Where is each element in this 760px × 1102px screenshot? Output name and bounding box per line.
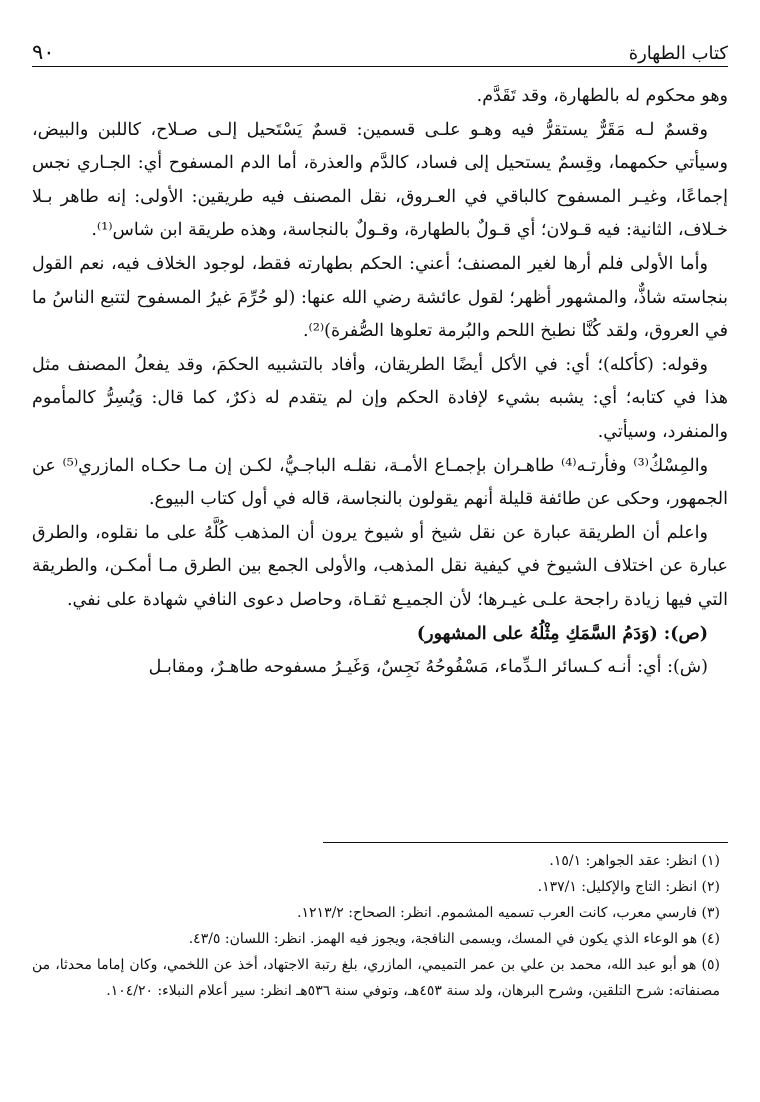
main-text bbox=[32, 80, 728, 685]
paragraph: واعلم أن الطريقة عبارة عن نقل شيخ أو شيوخ يرون أن المذهب كُلَّهُ على ما نقلوه، والطرق عبارة عن اختلاف الشيوخ في كيفية نقل المذهب، والأولى الجمع بين الطرق مـا أمكـن، والطريقة التي فيها زيادة راجحة علـى غيـرها؛ لأن الجميـع ثقـاة، وحاصل دعوى النافي شهادة على نفي. bbox=[32, 522, 728, 610]
matn-quote: (ص): (وَدَمُ السَّمَكِ مِثْلُهُ على المشهور) bbox=[416, 623, 708, 644]
footnote-divider bbox=[323, 842, 728, 843]
footnote: (٥) هو أبو عبد الله، محمد بن علي بن عمر التميمي، المازري، بلغ رتبة الاجتهاد، أخذ عن اللخمي، وكان إماما محدثا، من مصنفاته: شرح التلقين، وشرح البرهان، ولد سنة ٤٥٣هـ، وتوفي سنة ٥٣٦هـ انظر: سير أعلام النبلاء: ١٠٤/٢٠. bbox=[32, 957, 720, 999]
footnote: (٢) انظر: التاج والإكليل: ١٣٧/١. bbox=[537, 879, 720, 895]
header-divider bbox=[32, 66, 728, 67]
paragraph: والمِسْكُ⁽³⁾ وفأرتـه⁽⁴⁾ طاهـران بإجمـاع الأمـة، نقلـه الباجـيُّ، لكـن إن مـا حكـاه المازري⁽⁵⁾ عن الجمهور، وحكى عن طائفة قليلة أنهم يقولون بالنجاسة، قاله في أول كتاب البيوع. bbox=[32, 455, 728, 510]
paragraph: وقوله: (كأكله)؛ أي: في الأكل أيضًا الطريقان، وأفاد بالتشبيه الحكمَ، وقد يفعلُ المصنف مثل هذا في كتابه؛ أي: يشبه بشيء لإفادة الحكم وإن لم يتقدم له ذكرٌ، كما قال: وَيُسِرُّ كالمأموم والمنفرد، وسيأتي. bbox=[32, 354, 728, 442]
paragraph: وقسمٌ لـه مَقَرٌّ يستقرُّ فيه وهـو علـى قسمين: قسمٌ يَسْتَحيل إلـى صـلاح، كاللبن والبيض، وسيأتي حكمهما، وقِسمٌ يستحيل إلى فساد، كالدَّم والعذرة، أما الدم المسفوح أي: الجـاري نجس إجماعًا، وغيـر المسفوح كالباقي في العـروق، نقل المصنف فيه طريقين: الأولى: إنه طاهر بـلا خـلاف، الثانية: فيه قـولان؛ أي قـولٌ بالطهارة، وقـولٌ بالنجاسة، وهذه طريقة ابن شاس⁽¹⁾. bbox=[32, 119, 728, 241]
sharh-paragraph: (ش): أي: أنـه كـسائر الـدِّماء، مَسْفُوحُهُ نَجِسٌ، وَغَيـرُ مسفوحه طاهـرٌ، ومقابـل bbox=[148, 657, 708, 678]
running-header bbox=[32, 36, 728, 64]
paragraph: وأما الأولى فلم أرها لغير المصنف؛ أعني: الحكم بطهارته فقط، لوجود الخلاف فيه، نعم القول بنجاسته شاذٌّ، والمشهور أظهر؛ لقول عائشة رضي الله عنها: (لو حُرِّمَ غيرُ المسفوح لتتبع الناسُ ما في العروق، ولقد كُنَّا نطبخ اللحم والبُرمة تعلوها الصُّفرة)⁽²⁾. bbox=[32, 253, 728, 342]
page-number: ٩٠ bbox=[32, 40, 55, 64]
footnote: (٤) هو الوعاء الذي يكون في المسك، ويسمى النافجة، ويجوز فيه الهمز. انظر: اللسان: ٤٣/٥. bbox=[188, 931, 720, 947]
footnotes bbox=[32, 848, 728, 1004]
footnote: (١) انظر: عقد الجواهر: ١٥/١. bbox=[549, 853, 720, 869]
footnote: (٣) فارسي معرب، كانت العرب تسميه المشموم. انظر: الصحاح: ١٢١٣/٢. bbox=[297, 905, 720, 921]
paragraph: وهو محكوم له بالطهارة، وقد تَقَدَّم. bbox=[476, 86, 728, 106]
chapter-title: كتاب الطهارة bbox=[628, 43, 728, 64]
